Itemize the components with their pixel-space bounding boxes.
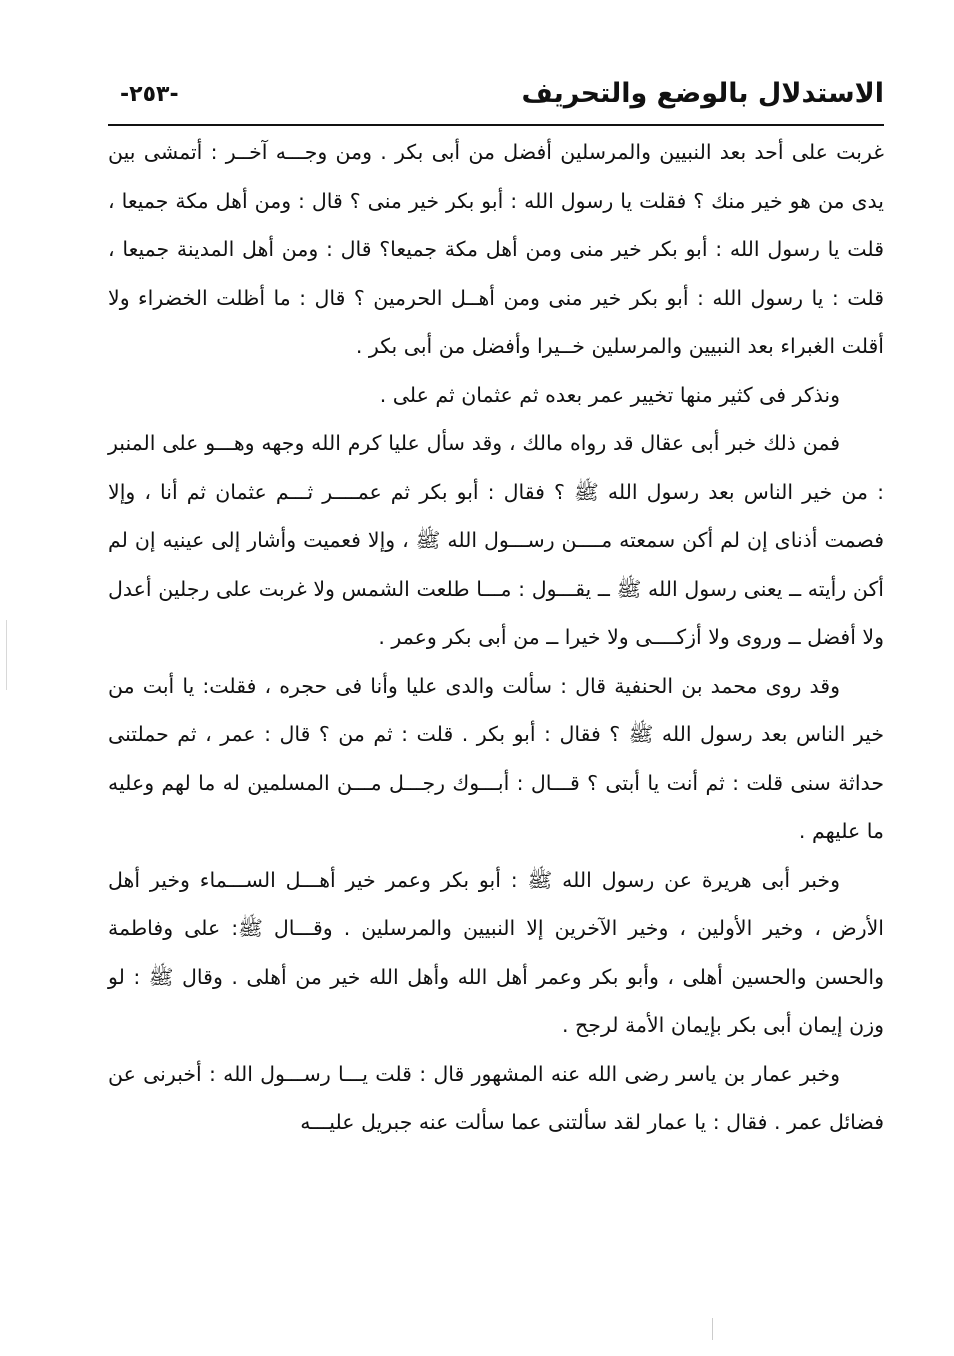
paragraph-2: ونذكر فى كثير منها تخيير عمر بعده ثم عثمان ثم على .	[379, 382, 840, 407]
running-title: الاستدلال بالوضع والتحريف	[521, 78, 884, 109]
page-number: -٢٥٣-	[120, 82, 179, 107]
page-header	[108, 78, 884, 122]
scan-bottom-mark	[712, 1318, 713, 1340]
body-text	[108, 128, 884, 1147]
paragraph-4: وقد روى محمد بن الحنفية قال : سألت والدى عليا وأنا فى حجره ، فقلت: يا أبت من خير الناس بعد رسول الله ﷺ ؟ فقال : أبو بكر . قلت : ثم من ؟ قال : عمر ، ثم حملتنى حداثة سنى قلت : ثم أنت يا أبتى ؟ قـــال : أبـــوك رجـــل مـــن المسلمين له ما لهم وعليه ما عليهم .	[108, 673, 884, 843]
paragraph-5: وخبر أبى هريرة عن رسول الله ﷺ : أبو بكر وعمر خير أهـــل الســـماء وخير أهل الأرض ، وخير الأولين ، وخير الآخرين إلا النبيين والمرسلين . وقـــال ﷺ: على وفاطمة والحسن والحسين أهلى ، وأبو بكر وعمر أهل الله وأهل الله خير من أهلى . وقال ﷺ : لو وزن إيمان أبى بكر بإيمان الأمة لرجح .	[108, 867, 884, 1037]
paragraph-6: وخبر عمار بن ياسر رضى الله عنه المشهور قال : قلت يـــا رســـول الله : أخبرنى عن فضائل عمر . فقال : يا عمار لقد سألتنى عما سألت عنه جبريل عليـــه	[108, 1061, 884, 1134]
paragraph-3: فمن ذلك خبر أبى عقال قد رواه مالك ، وقد سأل عليا كرم الله وجهه وهـــو على المنبر : من خير الناس بعد رسول الله ﷺ ؟ فقال : أبو بكر ثم عمــــر ثـــم عثمان ثم أنا ، وإلا فصمت أذناى إن لم أكن سمعته مــــن رســـول الله ﷺ ، وإلا فعميت وأشار إلى عينيه إن لم أكن رأيته ــ يعنى رسول الله ﷺ ــ يقـــول : مـــا طلعت الشمس ولا غربت على رجلين أعدل ولا أفضل ــ وروى ولا أزكــــى ولا خيرا ــ من أبى بكر وعمر .	[108, 431, 884, 649]
scan-margin-mark	[6, 620, 7, 690]
header-divider	[108, 124, 884, 126]
paragraph-1: غربت على أحد بعد النبيين والمرسلين أفضل من أبى بكر . ومن وجـــه آخــر : أتمشى بين يدى من هو خير منك ؟ فقلت يا رسول الله : أبو بكر خير منى ؟ قال : ومن أهل مكة جميعا ، قلت يا رسول الله : أبو بكر خير منى ومن أهل مكة جميعا؟ قال : ومن أهل المدينة جميعا ، قلت : يا رسول الله : أبو بكر خير منى ومن أهــل الحرمين ؟ قال : ما أظلت الخضراء ولا أقلت الغبراء بعد النبيين والمرسلين خــيرا وأفضل من أبى بكر .	[108, 140, 884, 358]
